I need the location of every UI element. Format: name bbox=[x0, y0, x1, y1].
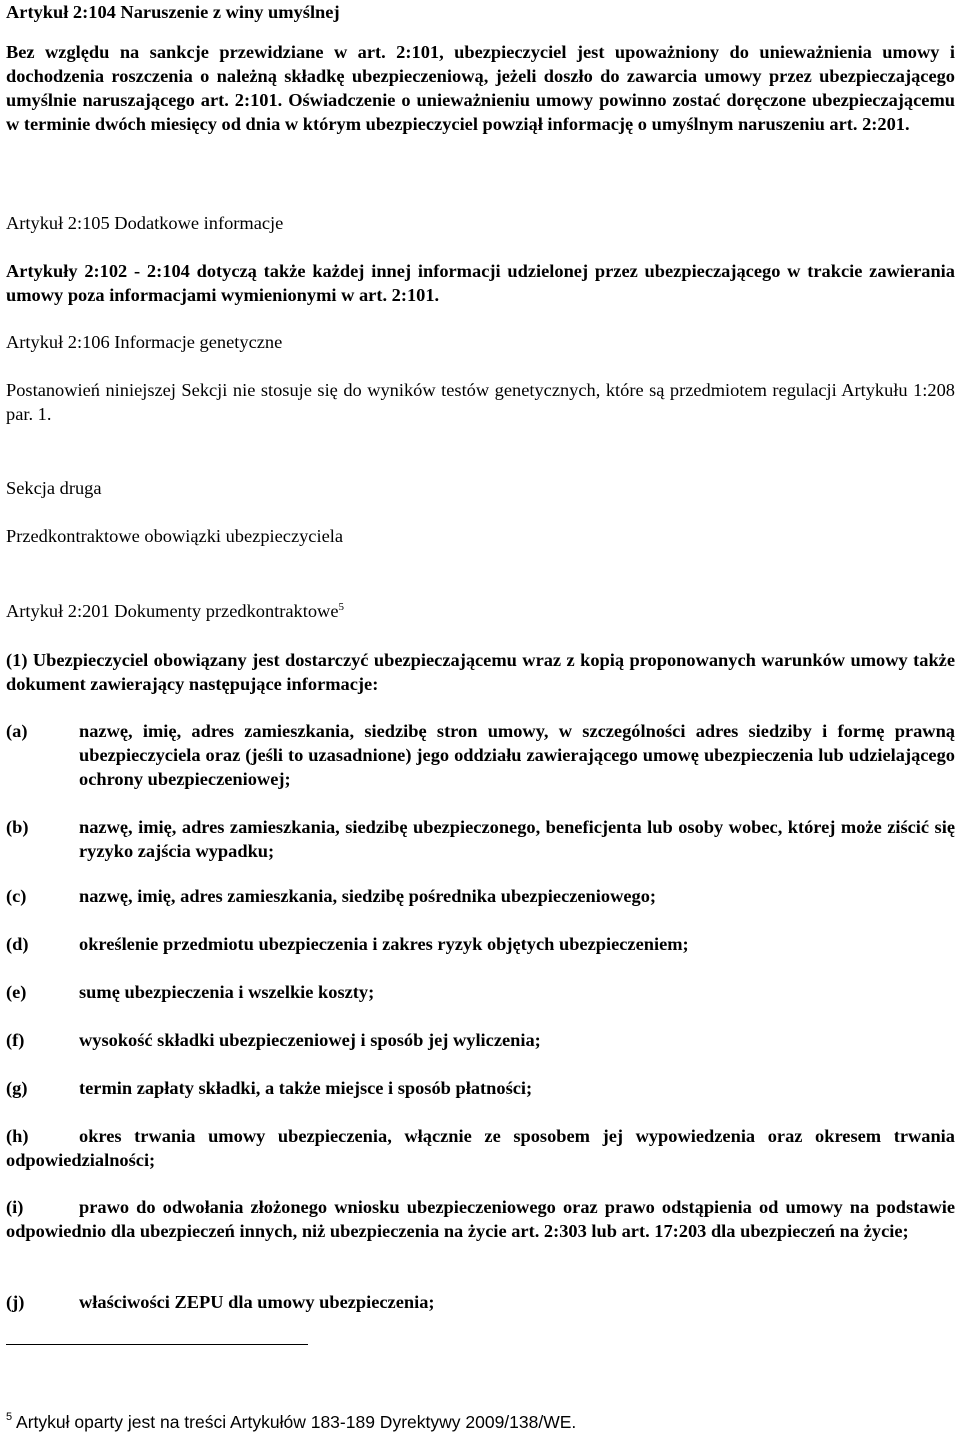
list-item-c bbox=[6, 884, 955, 908]
list-item-a bbox=[6, 719, 955, 791]
list-item-i bbox=[6, 1195, 955, 1243]
section-subtitle: Przedkontraktowe obowiązki ubezpieczyciela bbox=[6, 526, 344, 546]
article-2-104-body: Bez względu na sankcje przewidziane w art. 2:101, ubezpieczyciel jest upoważniony do unieważnienia umowy i dochodzenia roszczenia o należną składkę ubezpieczeniową, jeżeli doszło do zawarcia umowy przez ubezpieczającego umyślnie naruszającego art. 2:101. Oświadczenie o unieważnieniu umowy powinno zostać doręczone ubezpieczającemu w terminie dwóch miesięcy od dnia w którym ubezpieczyciel powziął informację o umyślnym naruszeniu art. 2:201. bbox=[6, 42, 955, 134]
list-item-h bbox=[6, 1124, 955, 1172]
list-item-text: właściwości ZEPU dla umowy ubezpieczenia; bbox=[79, 1292, 435, 1312]
list-item-text: nazwę, imię, adres zamieszkania, siedzibę stron umowy, w szczególności adres siedziby i formę prawną ubezpieczyciela oraz (jeśli to uzasadnione) jego oddziału zawierającego umowę ubezpieczenia lub udzielającego ochrony ubezpieczeniowej; bbox=[79, 721, 955, 789]
footnote-separator bbox=[6, 1344, 308, 1345]
list-item-label: (b) bbox=[6, 817, 29, 837]
article-2-106-heading: Artykuł 2:106 Informacje genetyczne bbox=[6, 332, 283, 352]
list-item-j bbox=[6, 1290, 955, 1314]
footnote-text: Artykuł oparty jest na treści Artykułów 183-189 Dyrektywy 2009/138/WE. bbox=[16, 1411, 577, 1432]
list-item-label: (e) bbox=[6, 982, 27, 1002]
footnote-reference: 5 bbox=[338, 601, 344, 613]
footnote-number: 5 bbox=[6, 1410, 13, 1423]
list-item-text: wysokość składki ubezpieczeniowej i sposób jej wyliczenia; bbox=[79, 1030, 541, 1050]
list-item-text: sumę ubezpieczenia i wszelkie koszty; bbox=[79, 982, 375, 1002]
article-2-106-body: Postanowień niniejszej Sekcji nie stosuje się do wyników testów genetycznych, które są przedmiotem regulacji Artykułu 1:208 par. 1. bbox=[6, 380, 955, 424]
article-2-104-heading: Artykuł 2:104 Naruszenie z winy umyślnej bbox=[6, 2, 340, 22]
list-item-label: (i) bbox=[6, 1197, 24, 1217]
list-item-label: (c) bbox=[6, 886, 27, 906]
list-item-text: prawo do odwołania złożonego wniosku ubezpieczeniowego oraz prawo odstąpienia od umowy na podstawie odpowiednio dla ubezpieczeń innych, niż ubezpieczenia na życie art. 2:303 lub art. 17:203 dla ubezpieczeń na życie; bbox=[6, 1197, 955, 1241]
list-item-label: (d) bbox=[6, 934, 29, 954]
list-item-text: nazwę, imię, adres zamieszkania, siedzibę ubezpieczonego, beneficjenta lub osoby wobec, której może ziścić się ryzyko zajścia wypadku; bbox=[79, 817, 955, 861]
list-item-text: okres trwania umowy ubezpieczenia, włącznie ze sposobem jej wypowiedzenia oraz okresem trwania odpowiedzialności; bbox=[6, 1126, 955, 1170]
article-2-105-body: Artykuły 2:102 - 2:104 dotyczą także każdej innej informacji udzielonej przez ubezpieczającego w trakcie zawierania umowy poza informacjami wymienionymi w art. 2:101. bbox=[6, 261, 955, 305]
list-item-text: termin zapłaty składki, a także miejsce i sposób płatności; bbox=[79, 1078, 533, 1098]
article-2-201-intro: (1) Ubezpieczyciel obowiązany jest dostarczyć ubezpieczającemu wraz z kopią proponowanych warunków umowy także dokument zawierający następujące informacje: bbox=[6, 650, 955, 694]
list-item-d bbox=[6, 932, 955, 956]
article-2-105-heading: Artykuł 2:105 Dodatkowe informacje bbox=[6, 213, 284, 233]
list-item-label: (g) bbox=[6, 1078, 28, 1098]
article-2-201-heading-text: Artykuł 2:201 Dokumenty przedkontraktowe bbox=[6, 601, 339, 621]
list-item-label: (f) bbox=[6, 1030, 25, 1050]
list-item-g bbox=[6, 1076, 955, 1100]
list-item-label: (a) bbox=[6, 721, 28, 741]
list-item-f bbox=[6, 1028, 955, 1052]
list-item-label: (j) bbox=[6, 1292, 25, 1312]
section-title: Sekcja druga bbox=[6, 478, 102, 498]
list-item-e bbox=[6, 980, 955, 1004]
list-item-text: określenie przedmiotu ubezpieczenia i zakres ryzyk objętych ubezpieczeniem; bbox=[79, 934, 689, 954]
article-2-201-heading bbox=[6, 599, 955, 623]
list-item-label: (h) bbox=[6, 1126, 29, 1146]
list-item-text: nazwę, imię, adres zamieszkania, siedzibę pośrednika ubezpieczeniowego; bbox=[79, 886, 657, 906]
footnote bbox=[6, 1410, 955, 1434]
list-item-b bbox=[6, 815, 955, 863]
